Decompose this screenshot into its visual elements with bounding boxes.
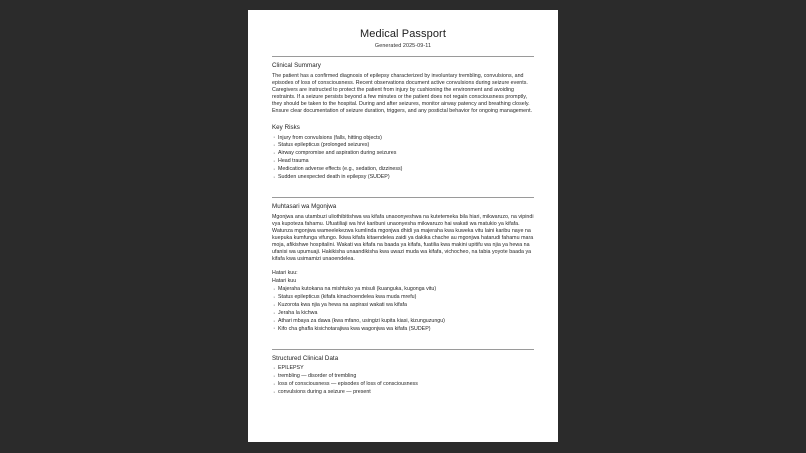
section-divider-muhtasari [272, 197, 534, 198]
section-divider-clinical-summary [272, 56, 534, 57]
muhtasari-body: Mgonjwa ana utambuzi uliothibitishwa wa kifafa unaoonyeshwa na kutetemeka bila hiari, mikwaruzo, na vipindi vya kupoteza fahamu. Ufuatiliaji wa hivi karibuni unaonyesha mikwaruzo hai wakati wa matukio ya kifafa. Watunza mgonjwa wameelekezwa kumlinda mgonjwa dhidi ya majeraha kwa kuweka vitu laini karibu naye na kuepuka kumfunga vifungo. Ikiwa kifafa kitaendelea zaidi ya dakika chache au mgonjwa hatarudi fahamu mara moja, afikishwe hospitalini. Wakati wa kifafa na baada ya kifafa, fuatilia kwa makini upitifu wa njia ya hewa na ufanisi wa upumuaji. Hakikisha unaandikisha kwa uwazi muda wa kifafa, vichocheo, na tabia yoyote baada ya kifafa kwa usimamizi unaoendelea. [272, 213, 534, 263]
hatari-kuu-label: Hatari kuu: [272, 270, 298, 277]
section-heading-clinical-summary: Clinical Summary [272, 62, 321, 69]
list-item: · EPILEPSY [272, 365, 534, 373]
list-item: · Airway compromise and aspiration during seizures [272, 150, 534, 158]
list-item: · trembling — disorder of trembling [272, 373, 534, 381]
section-heading-key-risks: Key Risks [272, 124, 300, 132]
generated-timestamp: Generated 2025-09-11 [374, 43, 432, 49]
list-item: · convulsions during a seizure — present [272, 389, 534, 397]
section-key-risks [272, 124, 534, 182]
list-item: · Kifo cha ghafla kisichotarajiwa kwa wagonjwa wa kifafa (SUDEP) [272, 326, 534, 334]
structured-clinical-data-list [272, 365, 534, 397]
list-item: · Majeraha kutokana na mishtuko ya misuli (kuanguka, kugonga vitu) [272, 286, 534, 294]
list-item: · Athari mbaya za dawa (kwa mfano, usingizi kupita kiasi, kizunguzungu) [272, 318, 534, 326]
section-clinical-summary [272, 62, 534, 115]
section-heading-structured-clinical-data: Structured Clinical Data [272, 354, 339, 362]
list-item: · loss of consciousness — episodes of loss of consciousness [272, 381, 534, 389]
list-item: · Jeraha la kichwa [272, 310, 534, 318]
list-item: · Sudden unexpected death in epilepsy (SUDEP) [272, 174, 534, 182]
page-title: Medical Passport [360, 28, 446, 40]
list-item: · Injury from convulsions (falls, hitting objects) [272, 135, 534, 143]
clinical-summary-body: The patient has a confirmed diagnosis of epilepsy characterized by involuntary trembling, convulsions, and episodes of loss of consciousness. Recent observations document active convulsions during seizure events. Caregivers are instructed to protect the patient from injury by cushioning the environment and avoiding restraints. If a seizure persists beyond a few minutes or the patient does not regain consciousness promptly, they should be taken to the hospital. During and after seizures, monitor airway patency and breathing closely. Ensure clear documentation of seizure duration, triggers, and any postictal behavior for ongoing management. [272, 72, 533, 114]
section-structured-clinical-data [272, 355, 534, 397]
list-item: · Head trauma [272, 158, 534, 166]
list-item: · Kuzorota kwa njia ya hewa na aspirasi wakati wa kifafa [272, 302, 534, 310]
document-page-content [248, 10, 558, 409]
hatari-kuu-list [272, 286, 534, 333]
list-item: · Status epilepticus (prolonged seizures) [272, 142, 534, 150]
list-item: · Status epilepticus (kifafa kinachoendelea kwa muda mrefu) [272, 294, 534, 302]
section-heading-muhtasari: Muhtasari wa Mgonjwa [272, 203, 337, 210]
section-divider-structured-clinical-data [272, 349, 534, 350]
document-page [248, 10, 558, 442]
section-hatari-kuu [272, 270, 534, 334]
hatari-kuu-heading: Hatari kuu [272, 277, 297, 284]
list-item: · Medication adverse effects (e.g., sedation, dizziness) [272, 166, 534, 174]
section-muhtasari [272, 203, 534, 263]
key-risks-list [272, 135, 534, 182]
